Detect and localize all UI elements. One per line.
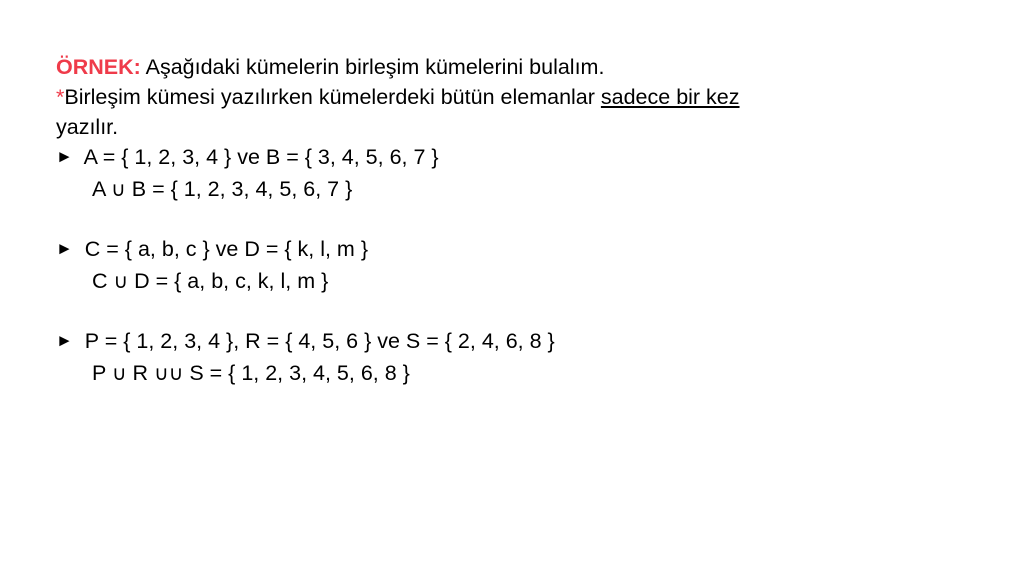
group-spacer-1 [56,204,968,234]
example-heading-text: Aşağıdaki kümelerin birleşim kümelerini bulalım. [140,55,605,79]
note-line [56,82,968,112]
example-label: ÖRNEK: [56,55,141,79]
triangle-right-icon: ► [56,147,73,166]
example-group-1 [56,142,968,204]
union-operator-icon: ∪ [111,177,126,201]
example-2-given-row [56,234,968,266]
example-2-given: C = { a, b, c } ve D = { k, l, m } [84,237,368,261]
example-group-3 [56,326,968,388]
note-text-after: yazılır. [56,115,119,139]
example-2-result-row [56,266,968,296]
union-operator-icon: ∪ [111,361,127,385]
example-3-given: P = { 1, 2, 3, 4 }, R = { 4, 5, 6 } ve S = { 2, 4, 6, 8 } [84,329,555,353]
note-text-underlined: sadece bir kez [600,85,740,109]
asterisk-marker: * [56,85,65,109]
union-operator-icon-double: ∪∪ [154,361,184,385]
example-1-result-left: A [92,177,112,201]
example-2-result-right: D = { a, b, c, k, l, m } [128,269,329,293]
example-3-result-mid: R [126,361,155,385]
example-group-2 [56,234,968,296]
example-1-result-right: B = { 1, 2, 3, 4, 5, 6, 7 } [125,177,353,201]
note-text-before: Birleşim kümesi yazılırken kümelerdeki bütün elemanlar [64,85,601,109]
example-1-given: A = { 1, 2, 3, 4 } ve B = { 3, 4, 5, 6, 7 } [83,145,439,169]
triangle-right-icon: ► [56,331,73,350]
example-3-result-right: S = { 1, 2, 3, 4, 5, 6, 8 } [183,361,410,385]
group-spacer-2 [56,296,968,326]
triangle-right-icon: ► [56,239,73,258]
example-1-result-row [56,174,968,204]
example-3-result-left: P [92,361,112,385]
example-3-given-row [56,326,968,358]
note-line-continued [56,112,968,142]
example-3-result-row [56,358,968,388]
union-operator-icon: ∪ [113,269,129,293]
example-1-given-row [56,142,968,174]
example-heading [56,52,968,82]
example-2-result-left: C [92,269,114,293]
